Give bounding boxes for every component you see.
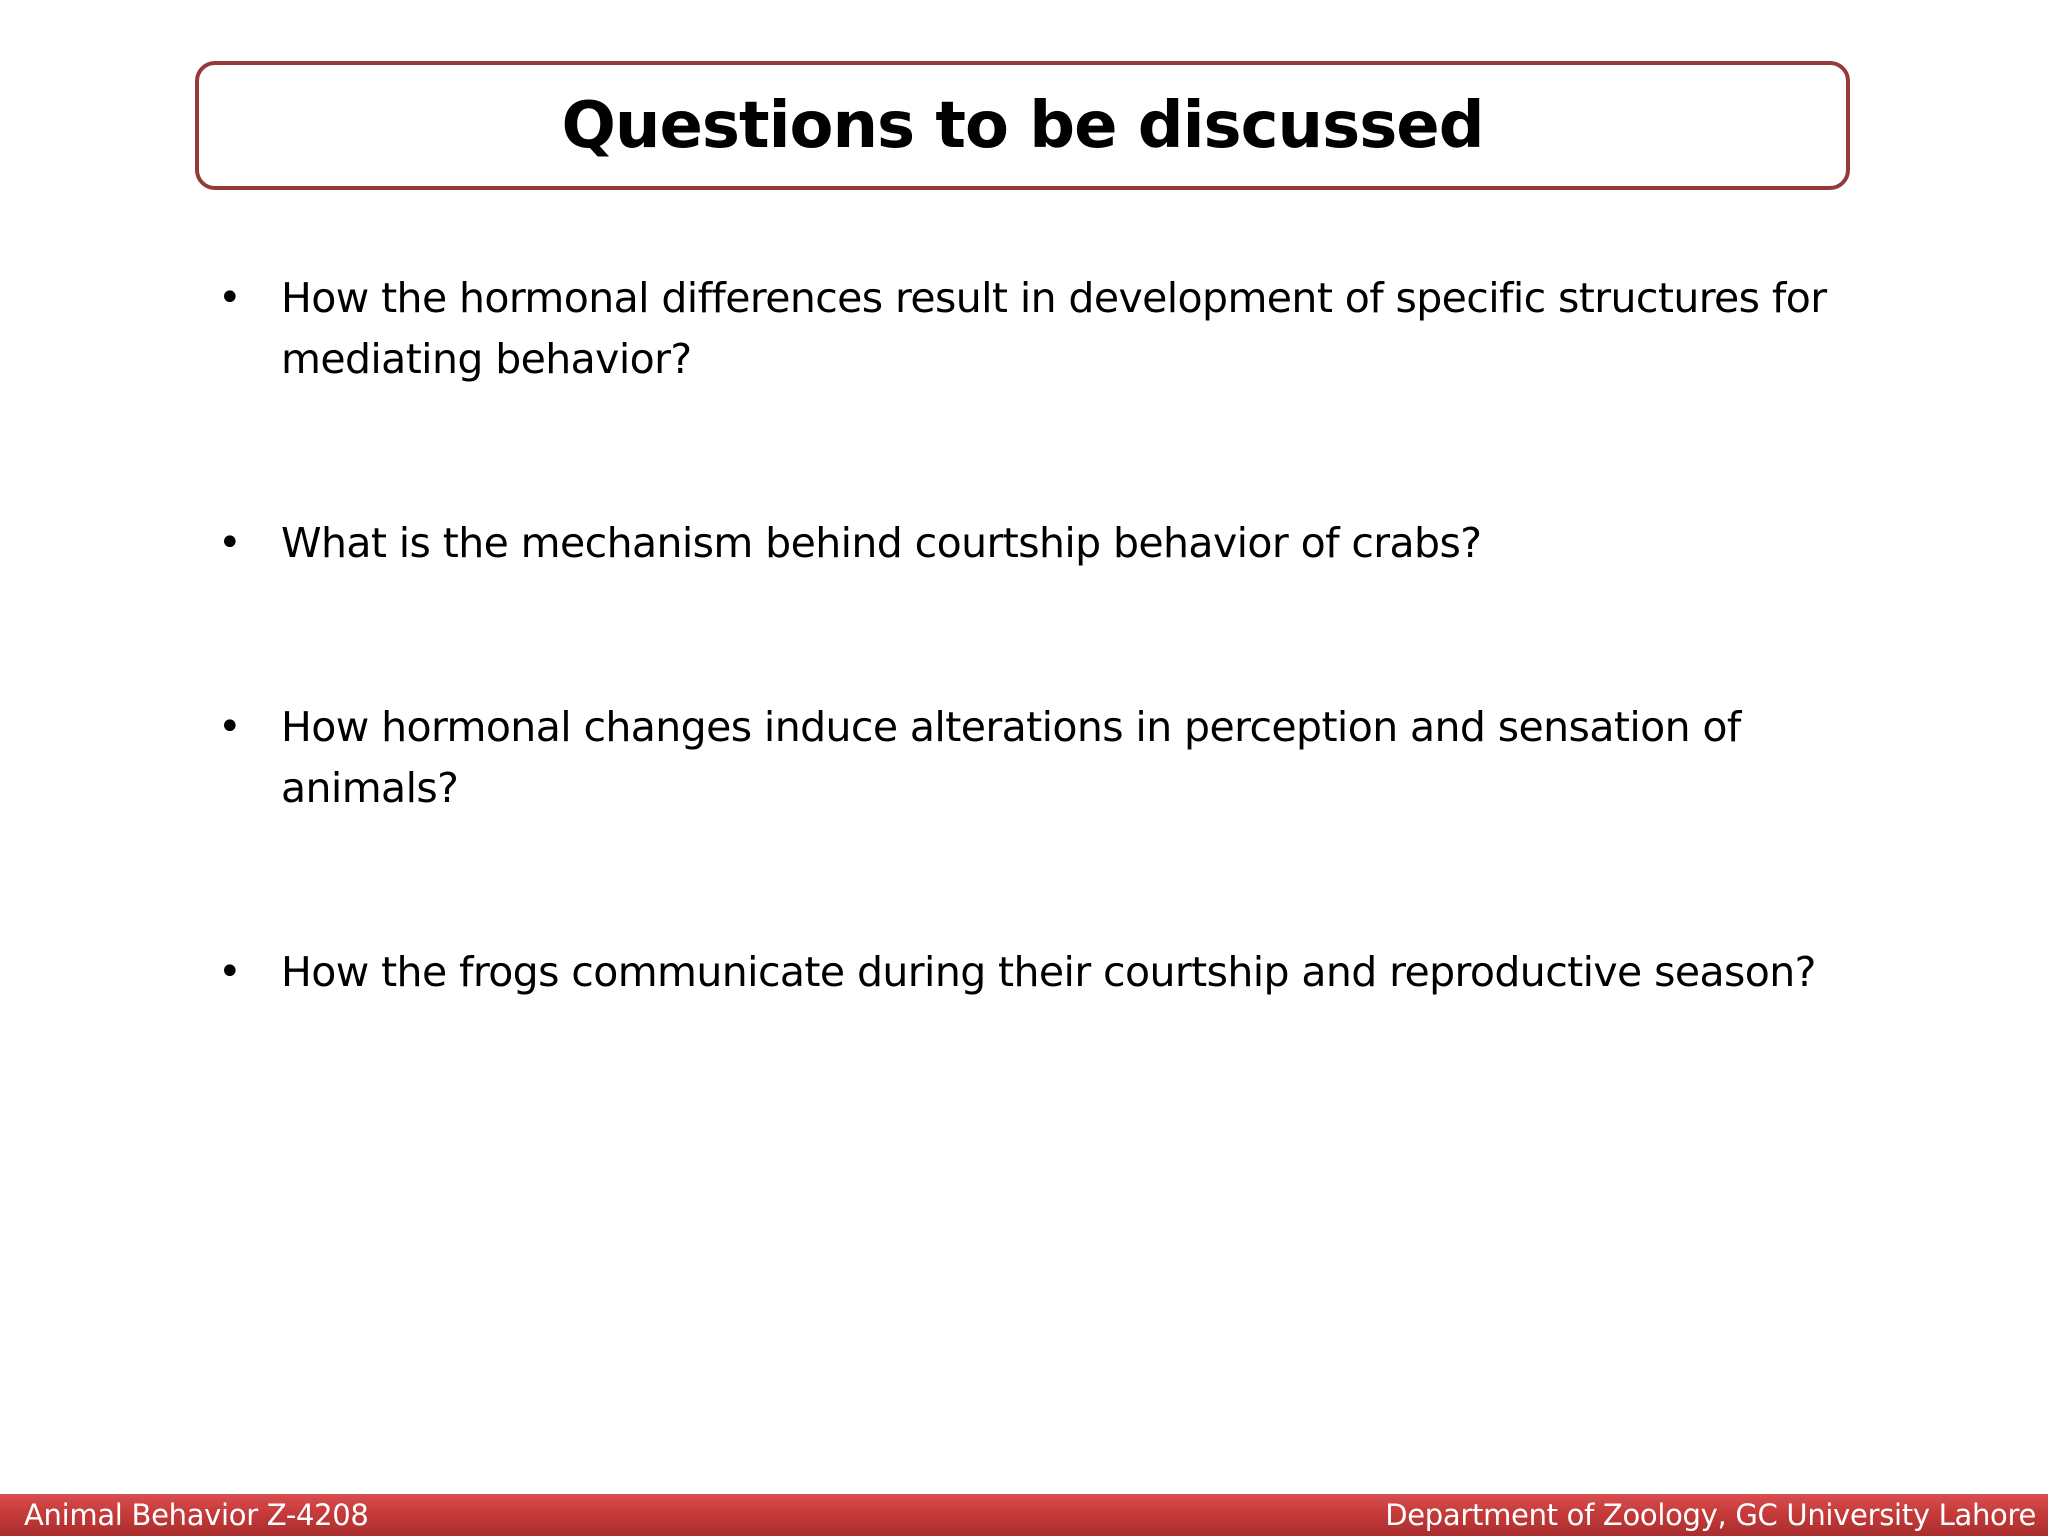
slide-title: Questions to be discussed xyxy=(561,88,1484,163)
question-text: What is the mechanism behind courtship behavior of crabs? xyxy=(281,519,1482,567)
bullet-icon: • xyxy=(218,275,242,321)
title-box xyxy=(195,61,1850,190)
list-item xyxy=(213,268,1853,390)
question-text: How the frogs communicate during their courtship and reproductive season? xyxy=(281,948,1816,996)
list-item xyxy=(213,513,1853,574)
footer-bar xyxy=(0,1494,2048,1536)
bullet-icon: • xyxy=(218,949,242,995)
list-item xyxy=(213,697,1853,819)
footer-department-label: Department of Zoology, GC University Lahore xyxy=(1385,1498,2036,1532)
list-item xyxy=(213,942,1853,1003)
question-text: How hormonal changes induce alterations in perception and sensation of animals? xyxy=(281,703,1741,812)
question-text: How the hormonal differences result in development of specific structures for mediating behavior? xyxy=(281,274,1827,383)
footer-course-label: Animal Behavior Z-4208 xyxy=(24,1498,369,1532)
bullet-icon: • xyxy=(218,520,242,566)
bullet-icon: • xyxy=(218,704,242,750)
